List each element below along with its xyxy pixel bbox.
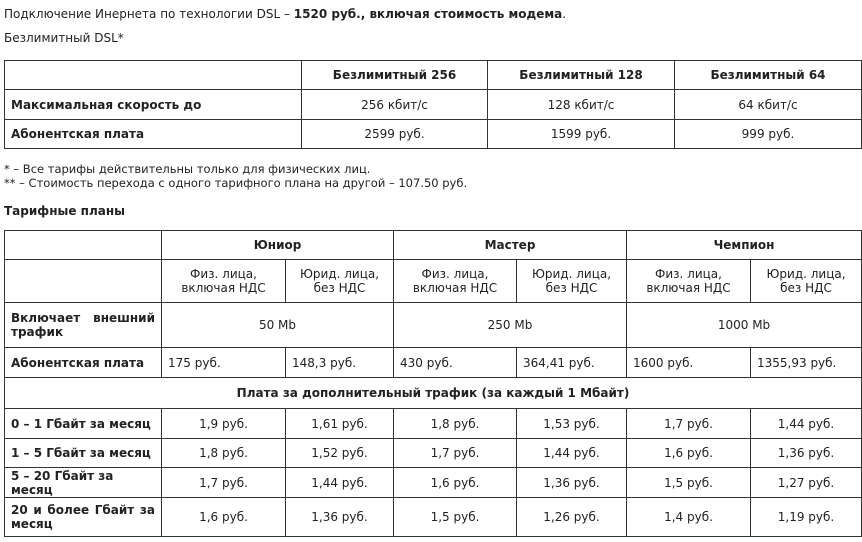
dsl-col-64: Безлимитный 64: [675, 61, 862, 90]
champion-individual-header: Физ. лица, включая НДС: [627, 260, 751, 303]
extra-5-20-master-legal: 1,36 руб.: [517, 468, 627, 498]
junior-traffic: 50 Mb: [162, 303, 394, 348]
extra-0-1-junior-legal: 1,61 руб.: [286, 409, 394, 439]
dsl-fee-64: 999 руб.: [675, 120, 862, 149]
group-master: Мастер: [394, 231, 627, 260]
extra-20-plus-master-individual: 1,5 руб.: [394, 498, 517, 537]
fee-master-individual: 430 руб.: [394, 348, 517, 378]
extra-label-1-5: 1 – 5 Гбайт за месяц: [5, 439, 162, 468]
dsl-heading: Безлимитный DSL*: [4, 31, 124, 45]
junior-individual-header: Физ. лица, включая НДС: [162, 260, 286, 303]
champion-legal-header: Юрид. лица, без НДС: [751, 260, 862, 303]
extra-1-5-champion-legal: 1,36 руб.: [751, 439, 862, 468]
extra-1-5-junior-legal: 1,52 руб.: [286, 439, 394, 468]
extra-5-20-champion-legal: 1,27 руб.: [751, 468, 862, 498]
traffic-label: Включает внешний трафик: [5, 303, 162, 348]
extra-20-plus-master-legal: 1,26 руб.: [517, 498, 627, 537]
champion-traffic: 1000 Mb: [627, 303, 862, 348]
intro-end: .: [562, 7, 567, 21]
extra-0-1-champion-legal: 1,44 руб.: [751, 409, 862, 439]
extra-5-20-junior-legal: 1,44 руб.: [286, 468, 394, 498]
extra-row-1-5: [5, 439, 862, 468]
extra-0-1-champion-individual: 1,7 руб.: [627, 409, 751, 439]
dsl-fee-label: Абонентская плата: [5, 120, 302, 149]
intro-line: [4, 6, 566, 22]
dsl-fee-256: 2599 руб.: [302, 120, 488, 149]
extra-20-plus-champion-legal: 1,19 руб.: [751, 498, 862, 537]
dsl-speed-row: [5, 90, 862, 120]
extra-20-plus-junior-legal: 1,36 руб.: [286, 498, 394, 537]
fee-master-legal: 364,41 руб.: [517, 348, 627, 378]
extra-heading-row: [5, 378, 862, 409]
dsl-speed-256: 256 кбит/с: [302, 90, 488, 120]
plans-subheader-blank: [5, 260, 162, 303]
plans-corner-cell: [5, 231, 162, 260]
plans-group-row: [5, 231, 862, 260]
junior-legal-header: Юрид. лица, без НДС: [286, 260, 394, 303]
dsl-speed-64: 64 кбит/с: [675, 90, 862, 120]
extra-row-5-20: [5, 468, 862, 498]
extra-label-20-plus: 20 и более Гбайт за месяц: [5, 498, 162, 537]
extra-0-1-junior-individual: 1,9 руб.: [162, 409, 286, 439]
extra-1-5-master-legal: 1,44 руб.: [517, 439, 627, 468]
group-junior: Юниор: [162, 231, 394, 260]
extra-5-20-master-individual: 1,6 руб.: [394, 468, 517, 498]
extra-20-plus-champion-individual: 1,4 руб.: [627, 498, 751, 537]
plans-subheader-row: [5, 260, 862, 303]
master-legal-header: Юрид. лица, без НДС: [517, 260, 627, 303]
fee-row: [5, 348, 862, 378]
extra-traffic-heading: Плата за дополнительный трафик (за каждый 1 Мбайт): [5, 378, 862, 409]
fee-label: Абонентская плата: [5, 348, 162, 378]
extra-1-5-junior-individual: 1,8 руб.: [162, 439, 286, 468]
extra-label-0-1: 0 – 1 Гбайт за месяц: [5, 409, 162, 439]
dsl-speed-128: 128 кбит/с: [488, 90, 675, 120]
extra-5-20-junior-individual: 1,7 руб.: [162, 468, 286, 498]
master-individual-header: Физ. лица, включая НДС: [394, 260, 517, 303]
dsl-col-256: Безлимитный 256: [302, 61, 488, 90]
extra-1-5-champion-individual: 1,6 руб.: [627, 439, 751, 468]
plans-heading: Тарифные планы: [4, 204, 125, 218]
intro-text: Подключение Инернета по технологии DSL –: [4, 7, 294, 21]
extra-label-5-20: 5 – 20 Гбайт за месяц: [5, 468, 162, 498]
dsl-fee-128: 1599 руб.: [488, 120, 675, 149]
extra-0-1-master-legal: 1,53 руб.: [517, 409, 627, 439]
dsl-speed-label: Максимальная скорость до: [5, 90, 302, 120]
extra-1-5-master-individual: 1,7 руб.: [394, 439, 517, 468]
fee-champion-individual: 1600 руб.: [627, 348, 751, 378]
extra-row-20-plus: [5, 498, 862, 537]
fee-junior-legal: 148,3 руб.: [286, 348, 394, 378]
dsl-col-128: Безлимитный 128: [488, 61, 675, 90]
dsl-corner-cell: [5, 61, 302, 90]
footnotes: [4, 162, 467, 190]
intro-price: 1520 руб., включая стоимость модема: [293, 7, 563, 21]
dsl-table: [4, 60, 862, 149]
footnote-2: ** – Стоимость перехода с одного тарифного плана на другой – 107.50 руб.: [4, 176, 468, 190]
plans-table: [4, 230, 862, 537]
dsl-header-row: [5, 61, 862, 90]
dsl-fee-row: [5, 120, 862, 149]
extra-5-20-champion-individual: 1,5 руб.: [627, 468, 751, 498]
fee-junior-individual: 175 руб.: [162, 348, 286, 378]
traffic-row: [5, 303, 862, 348]
footnote-1: * – Все тарифы действительны только для физических лиц.: [4, 162, 371, 176]
extra-20-plus-junior-individual: 1,6 руб.: [162, 498, 286, 537]
group-champion: Чемпион: [627, 231, 862, 260]
master-traffic: 250 Mb: [394, 303, 627, 348]
extra-row-0-1: [5, 409, 862, 439]
extra-0-1-master-individual: 1,8 руб.: [394, 409, 517, 439]
fee-champion-legal: 1355,93 руб.: [751, 348, 862, 378]
